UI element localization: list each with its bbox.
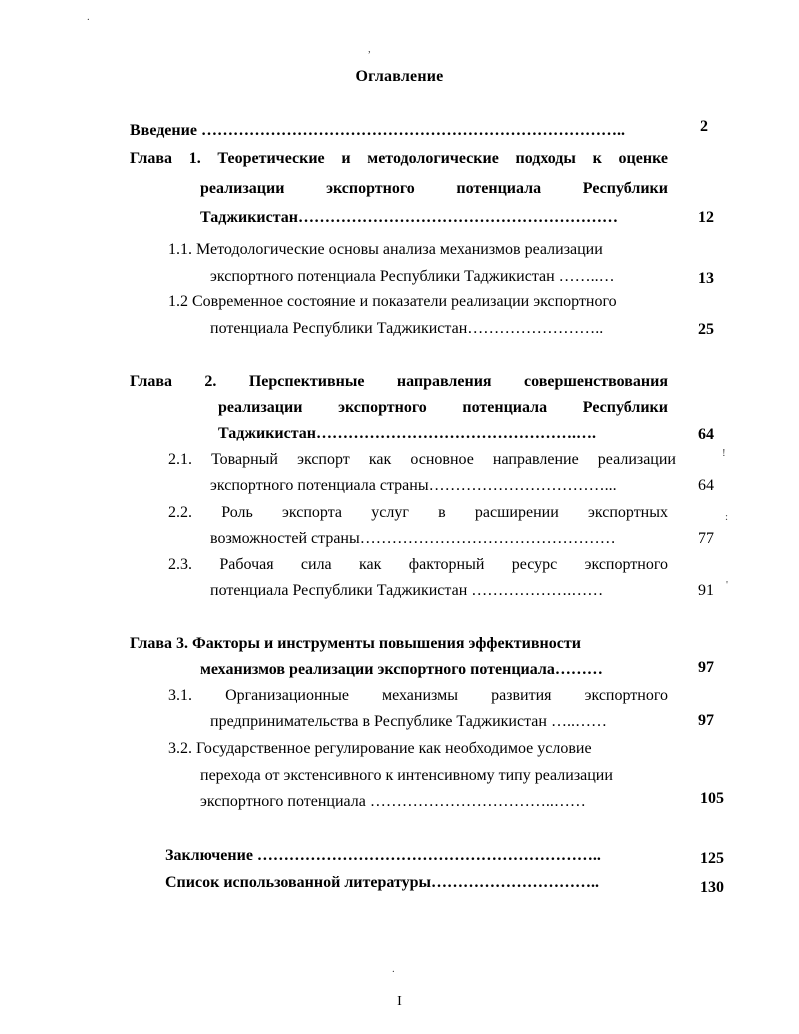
page-number-conclusion: 125 <box>700 850 724 867</box>
chapter-2-title-line2: реализации экспортного потенциала Республики <box>218 399 668 416</box>
section-2-1-line2: экспортного потенциала страны……………………………... <box>210 477 617 494</box>
section-2-3-line1: 2.3. Рабочая сила как факторный ресурс экспортного <box>168 556 668 573</box>
section-1-2-line2: потенциала Республики Таджикистан…………………….. <box>210 320 604 337</box>
scan-speck: . <box>392 963 395 975</box>
page-number-section-2-1: 64 <box>698 477 714 494</box>
page-folio: I <box>397 994 402 1009</box>
section-2-1-line1: 2.1. Товарный экспорт как основное направление реализации <box>168 451 676 468</box>
page-number-section-2-3: 91 <box>698 582 714 599</box>
page-number-section-1-2: 25 <box>698 321 714 338</box>
scan-speck: , <box>368 43 371 55</box>
chapter-2-title-line3: Таджикистан………………………………………….…. <box>218 425 596 442</box>
section-1-1-line2: экспортного потенциала Республики Таджикистан ……..… <box>210 268 615 285</box>
section-1-1-line1: 1.1. Методологические основы анализа механизмов реализации <box>168 241 603 258</box>
page-number-references: 130 <box>700 879 724 896</box>
chapter-3-title-line1: Глава 3. Факторы и инструменты повышения эффективности <box>130 635 581 652</box>
scan-speck: ! <box>722 447 726 459</box>
toc-entry-conclusion: Заключение ……………………………………………………….. <box>165 847 601 864</box>
toc-entry-intro: Введение …………………………………………………………………….. <box>130 122 625 139</box>
section-1-2-line1: 1.2 Современное состояние и показатели реализации экспортного <box>168 293 617 310</box>
scan-speck: : <box>725 511 729 523</box>
chapter-1-title-line2: реализации экспортного потенциала Республики <box>200 180 668 197</box>
toc-entry-references: Список использованной литературы………………………….. <box>165 874 599 891</box>
page-number-intro: 2 <box>700 118 708 135</box>
scan-speck: ' <box>726 579 728 591</box>
page-number-section-1-1: 13 <box>698 270 714 287</box>
toc-title: Оглавление <box>355 68 444 85</box>
page-number-section-2-2: 77 <box>698 530 714 547</box>
chapter-1-title-line1: Глава 1. Теоретические и методологические подходы к оценке <box>130 150 668 167</box>
chapter-2-title-line1: Глава 2. Перспективные направления совершенствования <box>130 373 668 390</box>
section-3-2-line2: перехода от экстенсивного к интенсивному типу реализации <box>200 767 613 784</box>
chapter-1-title-line3: Таджикистан…………………………………………………… <box>200 209 618 226</box>
section-3-1-line2: предпринимательства в Республике Таджикистан …..…… <box>210 713 607 730</box>
section-3-2-line3: экспортного потенциала ……………………………..…… <box>200 793 586 810</box>
section-2-3-line2: потенциала Республики Таджикистан ……………….…… <box>210 582 604 599</box>
section-3-2-line1: 3.2. Государственное регулирование как необходимое условие <box>168 740 592 757</box>
section-2-2-line2: возможностей страны………………………………………… <box>210 530 616 547</box>
scan-speck: . <box>87 11 90 23</box>
page-number-chapter-2: 64 <box>698 426 714 443</box>
section-2-2-line1: 2.2. Роль экспорта услуг в расширении экспортных <box>168 504 668 521</box>
section-3-1-line1: 3.1. Организационные механизмы развития экспортного <box>168 687 668 704</box>
page-number-section-3-1: 97 <box>698 712 714 729</box>
page-number-chapter-3: 97 <box>698 659 714 676</box>
page-number-chapter-1: 12 <box>698 209 714 226</box>
page-number-section-3-2: 105 <box>700 790 724 807</box>
chapter-3-title-line2: механизмов реализации экспортного потенциала……… <box>200 661 603 678</box>
